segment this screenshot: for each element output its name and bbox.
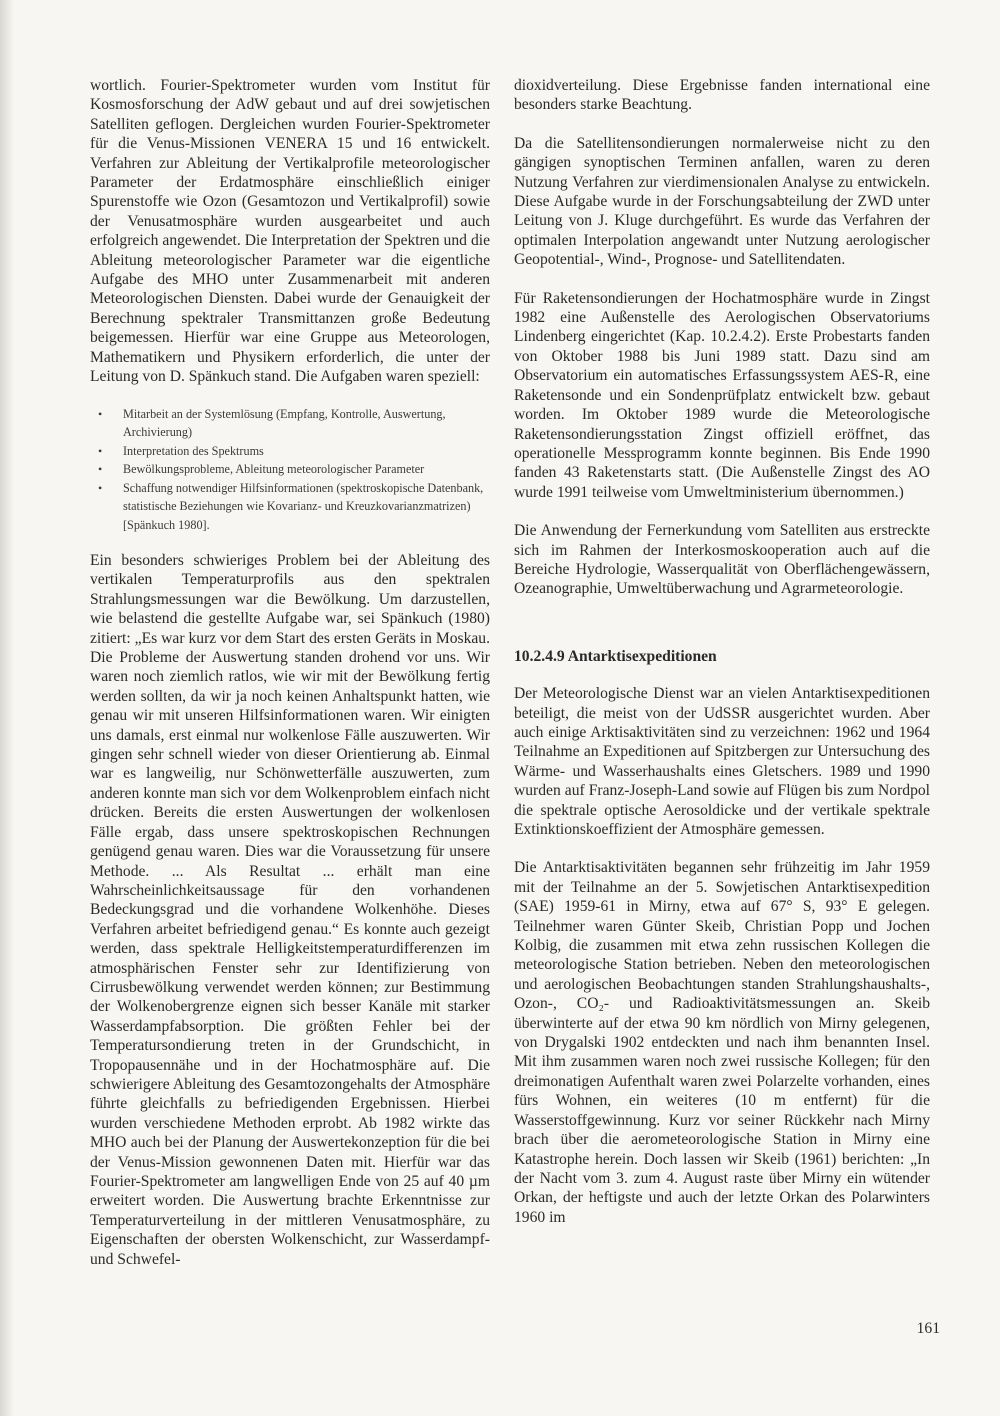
list-item: • Mitarbeit an der Systemlösung (Empfang, Kontrolle, Auswertung, Archivierung) xyxy=(90,405,490,442)
right-paragraph-3: Für Raketensondierungen der Hochatmosphäre wurde in Zingst 1982 eine Außenstelle des Aerologischen Observatoriums Lindenberg eingerichtet (Kap. 10.2.4.2). Erste Probestarts fanden von Oktober 1988 bis Juni 1989 statt. Dazu sind am Observatorium ein automatisches Erfassungssystem AES-R, eine Raketensonde und ein Sondenprüfplatz entwickelt bzw. gebaut worden. Im Oktober 1989 wurde die Meteorologische Raketensondierungsstation Zingst offiziell eröffnet, das operationelle Messprogramm konnte beginnen. Bis Ende 1990 fanden 43 Raketenstarts statt. (Die Außenstelle Zingst des AO wurde 1991 teilweise vom Umweltministerium übernommen.) xyxy=(514,289,930,501)
left-column xyxy=(90,76,490,1269)
right-paragraph-4: Die Anwendung der Fernerkundung vom Satelliten aus erstreckte sich im Rahmen der Interkosmoskooperation auch auf die Bereiche Hydrologie, Wasserqualität von Oberflächengewässern, Ozeanographie, Umweltüberwachung und Agrarmeteorologie. xyxy=(514,522,930,598)
section-heading: 10.2.4.9 Antarktisexpeditionen xyxy=(514,647,717,665)
right-paragraph-5: Der Meteorologische Dienst war an vielen Antarktisexpeditionen beteiligt, die meist von der UdSSR ausgerichtet wurden. Aber auch einige Arktisaktivitäten sind zu verzeichnen: 1962 und 1964 Teilnahme an Expeditionen auf Spitzbergen zur Untersuchung des Wärme- und Wasserhaushalts eines Gletschers. 1989 und 1990 wurden auf Franz-Joseph-Land sowie auf Flügen bis zum Nordpol die spektrale optische Aerosoldicke und der vertikale spektrale Extinktionskoeffizient der Atmosphäre gemessen. xyxy=(514,685,930,838)
left-paragraph-2: Ein besonders schwieriges Problem bei der Ableitung des vertikalen Temperaturprofils aus den spektralen Strahlungsmessungen war die Bewölkung. Um darzustellen, wie belastend die gestellte Aufgabe war, sei Spänkuch (1980) zitiert: „Es war kurz vor dem Start des ersten Geräts in Moskau. Die Probleme der Auswertung standen drohend vor uns. Wir waren noch ziemlich ratlos, wie wir mit der Bewölkung fertig werden sollten, da wir ja noch keinen Anhaltspunkt hatten, wie genau wir mit unseren Hilfsinformationen waren. Wir einigten uns damals, erst einmal nur wolkenlose Fälle auszuwerten. Wir gingen sehr schnell wieder von dieser Orientierung ab. Einmal war es langweilig, nur Schönwetterfälle auszuwerten, zum anderen konnte man sich vor dem Wolkenproblem einfach nicht drücken. Bereits die ersten Auswertungen der wolkenlosen Fälle ergab, dass unsere spektroskopischen Rechnungen genügend genau waren. Dies war die Voraussetzung für unsere Methode. ... Als Resultat ... erhält man eine Wahrscheinlichkeitsaussage für den vorhandenen Bedeckungsgrad und die vorhandene Wolkenhöhe. Dieses Verfahren arbeitet befriedigend genau.“ Es konnte auch gezeigt werden, dass spektrale Helligkeitstemperaturdifferenzen im atmosphärischen Fenster sehr zur Identifizierung von Cirrusbewölkung verwendet werden können; zur Bestimmung der Wolkenobergrenze eignen sich besser Kanäle mit starker Wasserdampfabsorption. Die größten Fehler bei der Temperatursondierung treten in der Grundschicht, in Tropopausennähe und in der Hochatmosphäre auf. Die schwierigere Ableitung des Gesamtozongehalts der Atmosphäre führte gleichfalls zu befriedigenden Ergebnissen. Hierbei wurden verschiedene Methoden erprobt. Ab 1982 wirkte das MHO auch bei der Planung der Auswertekonzeption für die bei der Venus-Mission gewonnenen Daten mit. Hierfür war das Fourier-Spektrometer am langwelligen Ende von 25 auf 40 µm erweitert worden. Die Auswertung brachte Erkenntnisse zur Temperaturverteilung in der mittleren Venusatmosphäre, zu Eigenschaften der obersten Wolkenschicht, zur Wasserdampf- und Schwefel- xyxy=(90,552,490,1268)
right-paragraph-1: dioxidverteilung. Diese Ergebnisse fanden international eine besonders starke Beachtung. xyxy=(514,77,930,114)
list-item: • Interpretation des Spektrums xyxy=(90,442,490,461)
page-number: 161 xyxy=(916,1320,940,1337)
right-paragraph-6: Die Antarktisaktivitäten begannen sehr frühzeitig im Jahr 1959 mit der Teilnahme an der 5. Sowjetischen Antarktisexpedition (SAE) 1959-61 in Mirny, etwa auf 67° S, 93° E gelegen. Teilnehmer waren Günter Skeib, Christian Popp und Jochen Kolbig, die zusammen mit etwa zehn russischen Kollegen die meteorologische Station betrieben. Neben den meteorologischen und aerologischen Beobachtungen standen Strahlungshaushalts-, Ozon-, CO₂- und Radioaktivitätsmessungen an. Skeib überwinterte auf der etwa 90 km nördlich von Mirny gelegenen, von Drygalski 1902 entdeckten und nach ihm benannten Insel. Mit ihm zusammen waren noch zwei russische Kollegen; für den dreimonatigen Aufenthalt waren zwei Polarzelte vorhanden, eines fürs Wohnen, ein weiteres (10 m entfernt) für die Wasserstoffgewinnung. Kurz vor seiner Rückkehr nach Mirny brach über die aerometeorologische Station in Mirny eine Katastrophe herein. Doch lassen wir Skeib (1961) berichten: „In der Nacht vom 3. zum 4. August raste über Mirny ein wütender Orkan, der heftigste und auch der letzte Orkan des Polarwinters 1960 im xyxy=(514,859,930,1226)
right-column xyxy=(514,76,930,1227)
page-spine-shadow xyxy=(0,0,14,1416)
list-item: • Bewölkungsprobleme, Ableitung meteorologischer Parameter xyxy=(90,460,490,479)
right-paragraph-2: Da die Satellitensondierungen normalerweise nicht zu den gängigen synoptischen Terminen anfallen, waren zu deren Nutzung Verfahren zur vierdimensionalen Analyse zu entwickeln. Diese Aufgabe wurde in der Forschungsabteilung der ZWD unter Leitung von J. Kluge durchgeführt. Es wurde das Verfahren der optimalen Interpolation angewandt unter Nutzung aerologischer Geopotential-, Wind-, Prognose- und Satellitendaten. xyxy=(514,134,930,269)
left-paragraph-1: wortlich. Fourier-Spektrometer wurden vom Institut für Kosmosforschung der AdW gebaut und auf drei sowjetischen Satelliten geflogen. Dergleichen wurden Fourier-Spektrometer für die Venus-Missionen VENERA 15 und 16 entwickelt. Verfahren zur Ableitung der Vertikalprofile meteorologischer Parameter der Erdatmosphäre einschließlich einiger Spurenstoffe wie Ozon (Gesamtozon und Vertikalprofil) sowie der Venusatmosphäre wurden ausgearbeitet und auch erfolgreich angewendet. Die Interpretation der Spektren und die Ableitung meteorologischer Parameter war die eigentliche Aufgabe des MHO unter Zusammenarbeit mit anderen Meteorologischen Diensten. Dabei wurde der Genauigkeit der Berechnung spektraler Transmittanzen große Bedeutung beigemessen. Hierfür war eine Gruppe aus Meteorologen, Mathematikern und Physikern erforderlich, die unter der Leitung von D. Spänkuch stand. Die Aufgaben waren speziell: xyxy=(90,77,490,386)
list-item: • Schaffung notwendiger Hilfsinformationen (spektroskopische Datenbank, statistische Beziehungen wie Kovarianz- und Kreuzkovarianzmatrizen) [Spänkuch 1980]. xyxy=(90,479,490,535)
task-list xyxy=(90,405,490,535)
